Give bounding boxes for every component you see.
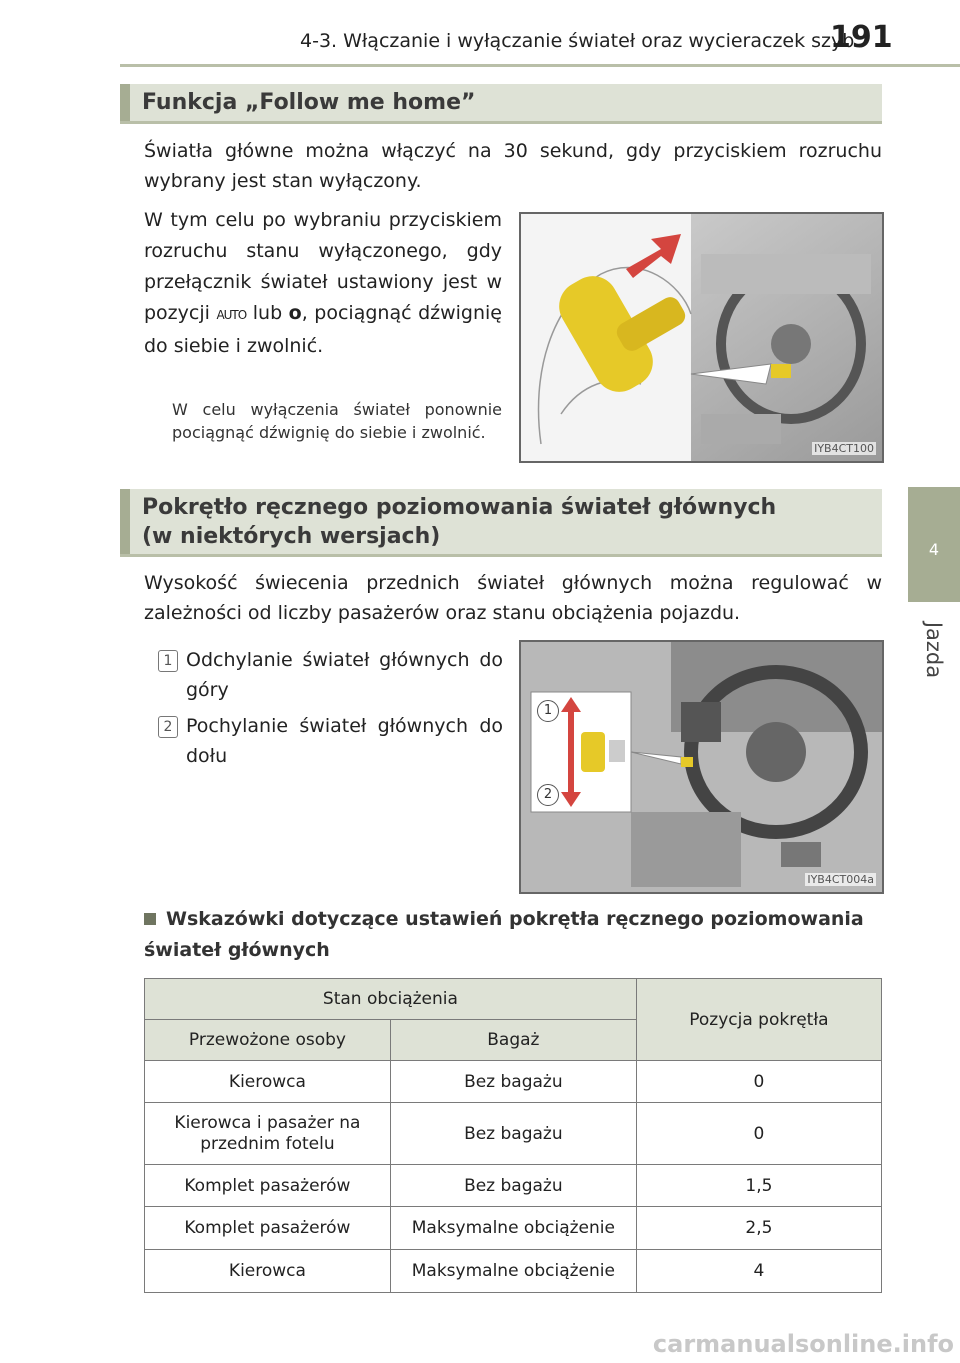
running-header: 4-3. Włączanie i wyłączanie świateł oraz wycieraczek szyb	[300, 30, 855, 52]
table-row: Kierowca Maksymalne obciążenie 4	[145, 1250, 882, 1293]
follow-me-home-note: W celu wyłączenia świateł ponownie pociągnąć dźwignię do siebie i zwolnić.	[172, 400, 502, 442]
image-code: IYB4CT100	[814, 442, 874, 455]
table-row: Kierowca i pasażer na przednim fotelu Bez bagażu 0	[145, 1103, 882, 1165]
header-passengers: Przewożone osoby	[145, 1020, 391, 1061]
table-row: Komplet pasażerów Bez bagażu 1,5	[145, 1165, 882, 1207]
chapter-label: Jazda	[922, 621, 946, 679]
table-row: Komplet pasażerów Maksymalne obciążenie 2,5	[145, 1207, 882, 1250]
instruction-part2: , pociągnąć dźwignię do siebie i zwolnić.	[144, 302, 502, 357]
follow-me-home-intro: Światła główne można włączyć na 30 sekund, gdy przyciskiem rozruchu wybrany jest stan wyłączony.	[144, 140, 882, 192]
image-code: IYB4CT004a	[807, 873, 874, 886]
section-heading-line1: Pokrętło ręcznego poziomowania świateł głównych	[142, 495, 777, 520]
section-heading-follow-me-home	[120, 84, 882, 124]
callout-2: 2	[537, 784, 559, 806]
header-rule	[120, 64, 960, 67]
section-heading-line2: (w niektórych wersjach)	[142, 524, 441, 549]
leveling-intro: Wysokość świecenia przednich świateł głównych można regulować w zależności od liczby pasażerów oraz stanu obciążenia pojazdu.	[144, 572, 882, 624]
auto-symbol: AUTO	[216, 308, 247, 322]
lever-illustration	[519, 212, 884, 463]
watermark: carmanualsonline.info	[652, 1330, 954, 1358]
header-dial-position: Pozycja pokrętła	[636, 979, 881, 1061]
tips-heading	[144, 904, 882, 966]
instruction-or: lub	[252, 302, 283, 324]
follow-me-home-instruction	[144, 205, 502, 362]
lever-drawing	[521, 214, 882, 461]
load-table	[144, 978, 882, 1293]
bullet-square-icon	[144, 913, 156, 925]
header-luggage: Bagaż	[390, 1020, 636, 1061]
dashboard-drawing	[521, 642, 882, 892]
step-number-2: 2	[158, 716, 178, 738]
step-number-1: 1	[158, 650, 178, 672]
table-row: Kierowca Bez bagażu 0	[145, 1061, 882, 1103]
list-item	[158, 645, 503, 705]
chapter-number: 4	[928, 540, 940, 559]
header-load-state: Stan obciążenia	[145, 979, 637, 1020]
section-heading-leveling-dial	[120, 489, 882, 557]
section-heading-text: Funkcja „Follow me home”	[142, 90, 476, 115]
table-header-row	[145, 979, 882, 1020]
instruction-part1: W tym celu po wybraniu przyciskiem rozruchu stanu wyłączonego, gdy przełącznik świateł ustawiony jest w pozycji	[144, 209, 502, 324]
list-item-text: Odchylanie świateł głównych do góry	[186, 649, 503, 701]
list-item	[158, 711, 503, 771]
list-item-text: Pochylanie świateł głównych do dołu	[186, 715, 503, 767]
callout-1: 1	[537, 700, 559, 722]
tips-heading-text: Wskazówki dotyczące ustawień pokrętła ręcznego poziomowania świateł głównych	[144, 908, 864, 961]
page-number: 191	[830, 20, 893, 55]
headlight-symbol-icon: o	[288, 302, 302, 324]
dial-illustration	[519, 640, 884, 894]
